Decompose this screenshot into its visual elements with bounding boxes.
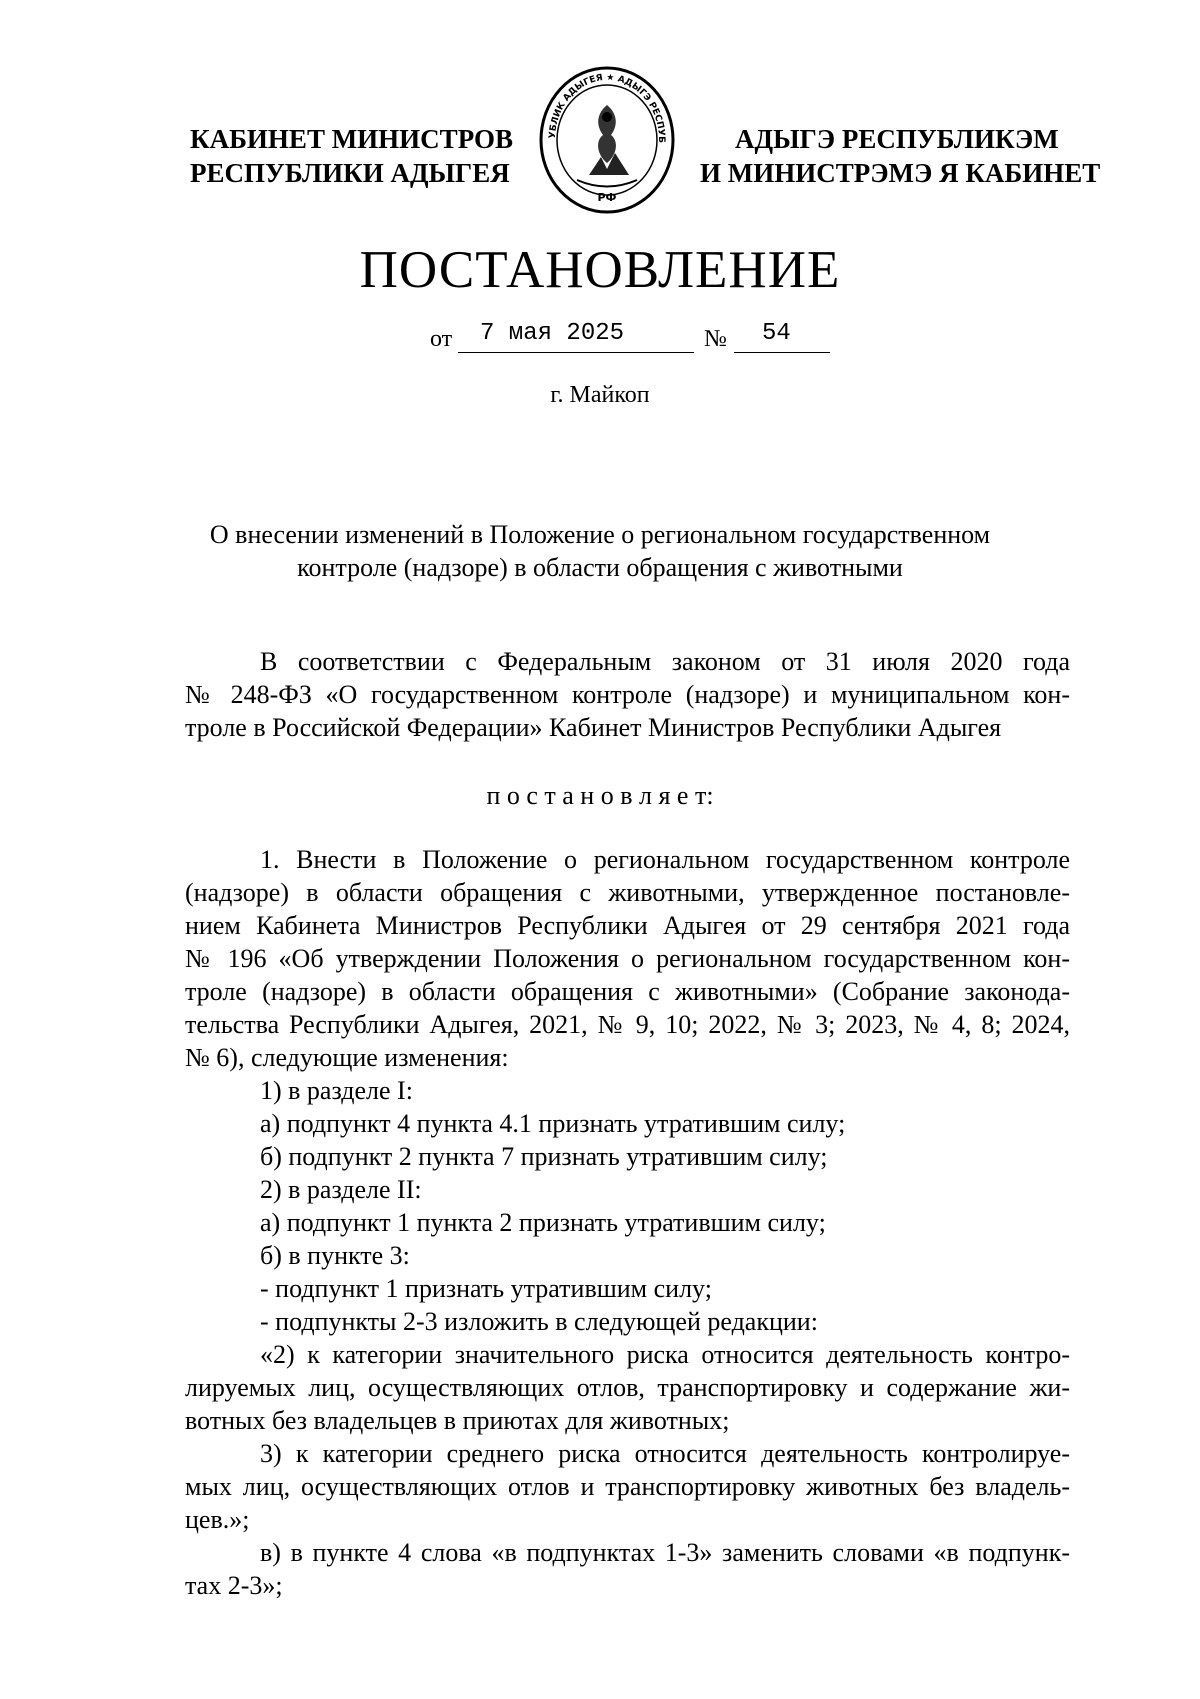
number-value: 54 [762, 320, 791, 347]
document-title: ПОСТАНОВЛЕНИЕ [359, 241, 841, 299]
header-left-line-1: КАБИНЕТ МИНИСТРОВ [190, 124, 514, 154]
body-line-7: № 6), следующие изменения: [185, 1043, 509, 1072]
body-line-16: «2) к категории значительного риска относится деятельность контро- [260, 1340, 1070, 1369]
header-right-line-1: АДЫГЭ РЕСПУБЛИКЭМ [735, 124, 1059, 154]
body-line-19: 3) к категории среднего риска относится деятельность контролируе- [260, 1439, 1070, 1468]
body-line-20: мых лиц, осуществляющих отлов и транспортировку животных без владель- [185, 1472, 1070, 1501]
body-line-18: вотных без владельцев в приютах для животных; [185, 1406, 730, 1435]
body-line-9: а) подпункт 4 пункта 4.1 признать утратившим силу; [260, 1109, 846, 1138]
body-line-5: троле (надзоре) в области обращения с животными» (Собрание законода- [185, 977, 1070, 1006]
decrees-word: п о с т а н о в л я е т: [486, 781, 714, 810]
subject-line-1: О внесении изменений в Положение о региональном государственном [209, 520, 991, 549]
date-prefix: от [430, 326, 453, 352]
body-line-22: в) в пункте 4 слова «в подпунктах 1-3» заменить словами «в подпунк- [260, 1538, 1070, 1567]
body-line-6: тельства Республики Адыгея, 2021, № 9, 10; 2022, № 3; 2023, № 4, 8; 2024, [185, 1010, 1070, 1039]
header-right-line-2: И МИНИСТРЭМЭ Я КАБИНЕТ [700, 158, 1101, 188]
body-line-1: 1. Внести в Положение о региональном государственном контроле [260, 845, 1070, 874]
number-prefix: № [704, 326, 727, 352]
body-line-13: б) в пункте 3: [260, 1241, 410, 1270]
body-line-8: 1) в разделе I: [260, 1076, 413, 1105]
date-value: 7 мая 2025 [480, 320, 625, 347]
header-left-line-2: РЕСПУБЛИКИ АДЫГЕЯ [190, 158, 510, 188]
body-line-21: цев.»; [185, 1505, 250, 1534]
body-line-12: а) подпункт 1 пункта 2 признать утратившим силу; [260, 1208, 826, 1237]
body-line-17: лируемых лиц, осуществляющих отлов, транспортировку и содержание жи- [185, 1373, 1070, 1402]
preamble-line-2: № 248-ФЗ «О государственном контроле (надзоре) и муниципальном кон- [185, 680, 1070, 709]
svg-text:РЕСПУБЛИК АДЫГЕЯ ★ АДЫГЭ РЕСПУ: УБЛИК АДЫГЕЯ ★ АДЫГЭ РЕСПУБ [547, 72, 667, 144]
body-line-23: тах 2-3»; [185, 1571, 283, 1600]
subject-line-2: контроле (надзоре) в области обращения с животными [297, 553, 903, 582]
coat-of-arms-icon [537, 65, 677, 215]
preamble-line-3: троле в Российской Федерации» Кабинет Министров Республики Адыгея [185, 713, 1002, 742]
body-line-14: - подпункт 1 признать утратившим силу; [260, 1274, 712, 1303]
body-line-11: 2) в разделе II: [260, 1175, 422, 1204]
date-underline [458, 352, 694, 353]
body-line-15: - подпункты 2-3 изложить в следующей редакции: [260, 1307, 818, 1336]
body-line-4: № 196 «Об утверждении Положения о региональном государственном кон- [185, 944, 1070, 973]
body-line-2: (надзоре) в области обращения с животными, утвержденное постановле- [185, 878, 1070, 907]
city: г. Майкоп [550, 382, 650, 408]
header-right [700, 122, 1100, 190]
header-left [190, 122, 513, 190]
body-line-10: б) подпункт 2 пункта 7 признать утратившим силу; [260, 1142, 828, 1171]
number-underline [734, 352, 830, 353]
preamble-line-1: В соответствии с Федеральным законом от 31 июля 2020 года [260, 647, 1070, 676]
svg-text:РФ: РФ [597, 191, 617, 204]
body-line-3: нием Кабинета Министров Республики Адыгея от 29 сентября 2021 года [185, 911, 1070, 940]
